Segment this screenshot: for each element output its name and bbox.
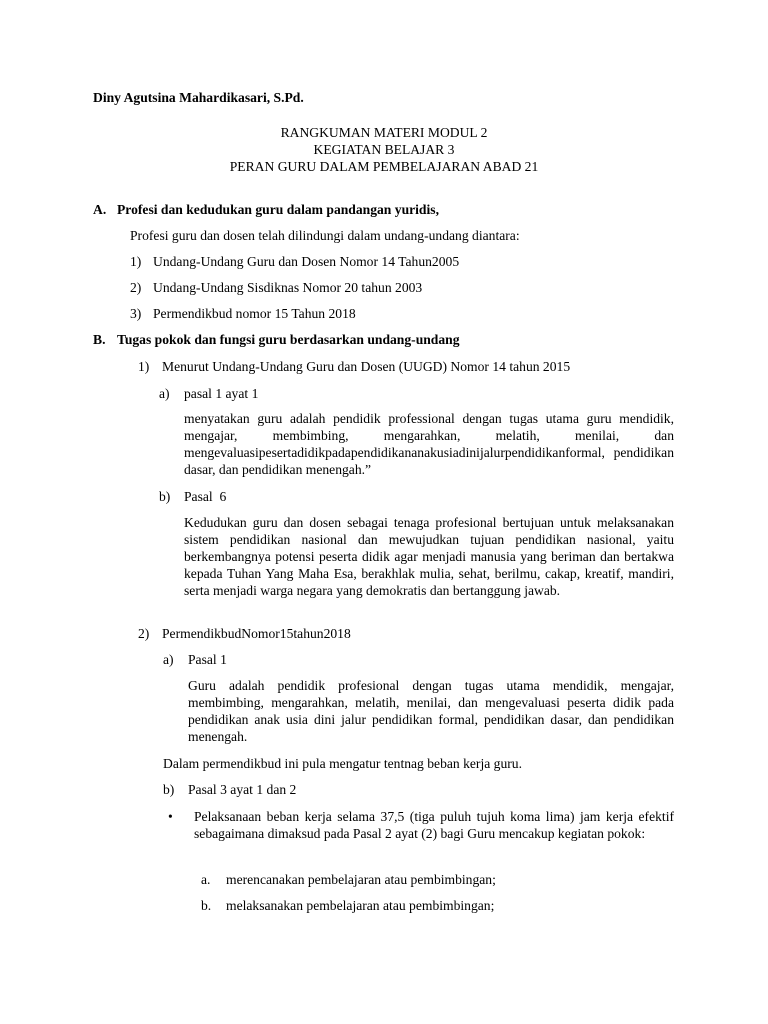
title-line-2: KEGIATAN BELAJAR 3 [313,142,455,157]
section-b-1a-marker: a) [159,386,170,401]
section-b-marker: B. [93,332,106,347]
section-b-heading: Tugas pokok dan fungsi guru berdasarkan undang-undang [117,332,460,347]
section-a-item-3-text: Permendikbud nomor 15 Tahun 2018 [153,306,356,321]
sub-item-a-text: merencanakan pembelajaran atau pembimbingan; [226,872,496,887]
section-b-2-note: Dalam permendikbud ini pula mengatur tentnag beban kerja guru. [163,756,522,771]
section-b-2a-marker: a) [163,652,174,667]
section-b-1b-label: Pasal 6 [184,489,227,504]
section-b-item-2-num: 2) [138,626,150,641]
title-line-3: PERAN GURU DALAM PEMBELAJARAN ABAD 21 [229,159,539,174]
sub-item-a-marker: a. [201,872,211,887]
section-b-2b-bullet-text: Pelaksanaan beban kerja selama 37,5 (tiga puluh tujuh koma lima) jam kerja efektif sebagaimana dimaksud pada Pasal 2 ayat (2) bagi Guru mencakup kegiatan pokok: [194,809,674,841]
section-a-item-2-text: Undang-Undang Sisdiknas Nomor 20 tahun 2003 [153,280,423,295]
section-a-intro: Profesi guru dan dosen telah dilindungi dalam undang-undang diantara: [130,228,520,243]
section-b-item-1-num: 1) [138,359,150,374]
section-b-1b-body: Kedudukan guru dan dosen sebagai tenaga profesional bertujuan untuk melaksanakan sistem pendidikan nasional dan mewujudkan tujuan pendidikan nasional, yaitu berkembangnya potensi peserta didik agar menjadi manusia yang beriman dan bertakwa kepada Tuhan Yang Maha Esa, berakhlak mulia, sehat, berilmu, cakap, kreatif, mandiri, serta menjadi warga negara yang demokratis dan bertanggung jawab. [184,515,674,598]
sub-item-b-text: melaksanakan pembelajaran atau pembimbingan; [226,898,495,913]
section-b-item-1-text: Menurut Undang-Undang Guru dan Dosen (UUGD) Nomor 14 tahun 2015 [162,359,571,374]
section-a-marker: A. [93,202,107,217]
section-a-heading: Profesi dan kedudukan guru dalam pandangan yuridis, [117,202,439,217]
section-a-item-1-num: 1) [130,254,142,269]
author-name: Diny Agutsina Mahardikasari, S.Pd. [93,90,304,105]
title-line-1: RANGKUMAN MATERI MODUL 2 [280,125,488,140]
section-b-1a-label: pasal 1 ayat 1 [184,386,259,401]
section-b-2b-marker: b) [163,782,175,797]
section-a-item-2-num: 2) [130,280,142,295]
sub-item-b-marker: b. [201,898,212,913]
bullet-marker: • [168,809,173,824]
section-b-2a-label: Pasal 1 [188,652,227,667]
section-b-2b-label: Pasal 3 ayat 1 dan 2 [188,782,297,797]
section-b-item-2-text: PermendikbudNomor15tahun2018 [162,626,351,641]
section-b-1b-marker: b) [159,489,171,504]
section-a-item-3-num: 3) [130,306,142,321]
section-b-2a-body: Guru adalah pendidik profesional dengan tugas utama mendidik, mengajar, membimbing, mengarahkan, melatih, menilai, dan mengevaluasi peserta didik pada pendidikan anak usia dini jalur pendidikan formal, pendidikan dasar, dan pendidikan menengah. [188,678,674,744]
section-a-item-1-text: Undang-Undang Guru dan Dosen Nomor 14 Tahun2005 [153,254,460,269]
section-b-1a-body: menyatakan guru adalah pendidik professional dengan tugas utama guru mendidik, mengajar, membimbing, mengarahkan, melatih, menilai, dan mengevaluasipesertadidikpadapendidikananakusiadinijalurpendidikanformal, pendidikan dasar, dan pendidikan menengah.” [184,411,674,477]
